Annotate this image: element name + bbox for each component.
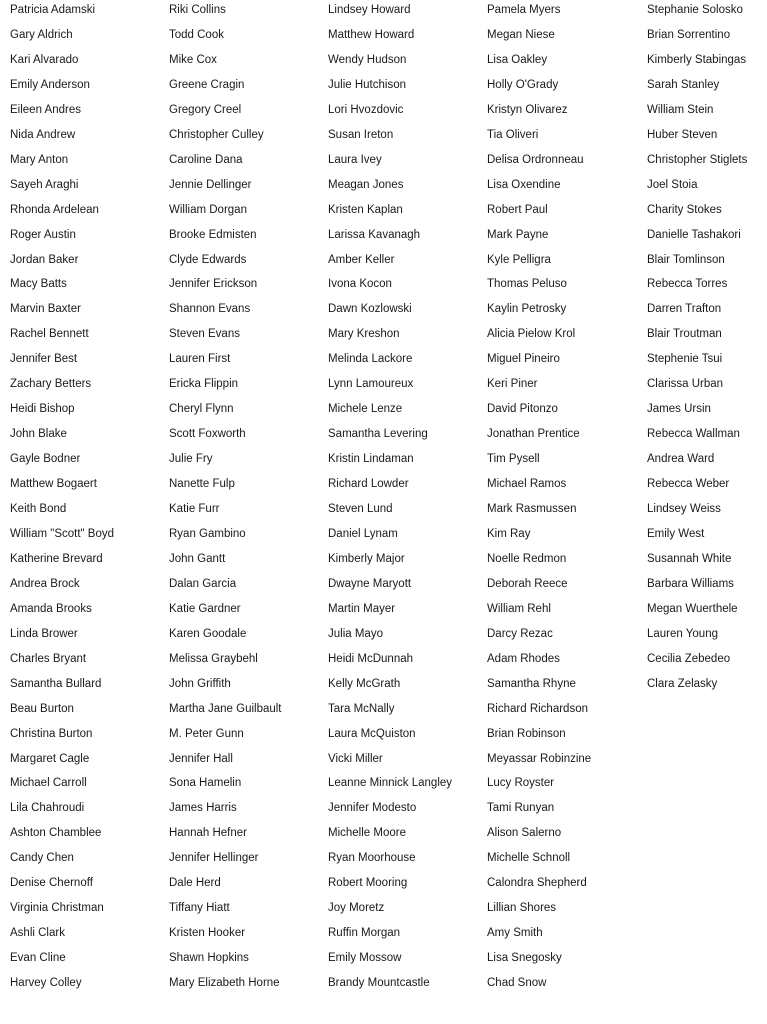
- name-entry: Michelle Schnoll: [487, 852, 571, 865]
- name-entry: Marvin Baxter: [10, 303, 81, 316]
- name-entry: Heidi Bishop: [10, 403, 75, 416]
- name-entry: Mike Cox: [169, 53, 217, 66]
- name-entry: Charity Stokes: [647, 203, 722, 216]
- name-entry: Kyle Pelligra: [487, 253, 551, 266]
- name-entry: Wendy Hudson: [328, 53, 407, 66]
- name-entry: Brian Sorrentino: [647, 28, 731, 41]
- name-entry: Eileen Andres: [10, 103, 81, 116]
- name-entry: Tim Pysell: [487, 453, 540, 466]
- name-entry: Mary Anton: [10, 153, 69, 166]
- name-entry: Rebecca Weber: [647, 478, 730, 491]
- name-entry: Samantha Rhyne: [487, 677, 576, 690]
- name-entry: Sona Hamelin: [169, 777, 242, 790]
- name-entry: Kim Ray: [487, 527, 531, 540]
- name-entry: Kelly McGrath: [328, 677, 401, 690]
- name-entry: Adam Rhodes: [487, 652, 560, 665]
- name-entry: Linda Brower: [10, 627, 78, 640]
- name-entry: Richard Lowder: [328, 478, 409, 491]
- name-entry: Samantha Levering: [328, 428, 428, 441]
- name-entry: William Stein: [647, 103, 714, 116]
- name-entry: Cecilia Zebedeo: [647, 652, 731, 665]
- name-entry: John Blake: [10, 428, 67, 441]
- name-entry: Lisa Oakley: [487, 53, 548, 66]
- name-entry: Vicki Miller: [328, 752, 383, 765]
- name-entry: Richard Richardson: [487, 702, 588, 715]
- name-entry: Michele Lenze: [328, 403, 403, 416]
- name-entry: Charles Bryant: [10, 652, 87, 665]
- name-entry: Lauren First: [169, 353, 231, 366]
- name-entry: David Pitonzo: [487, 403, 558, 416]
- name-entry: Julia Mayo: [328, 627, 383, 640]
- name-entry: Kristyn Olivarez: [487, 103, 568, 116]
- name-entry: Lindsey Weiss: [647, 503, 721, 515]
- name-entry: Calondra Shepherd: [487, 877, 587, 890]
- name-entry: Gary Aldrich: [10, 28, 73, 41]
- name-entry: Michael Carroll: [10, 777, 87, 790]
- name-entry: Katherine Brevard: [10, 552, 103, 565]
- name-entry: Michelle Moore: [328, 827, 406, 840]
- name-entry: Lucy Royster: [487, 777, 555, 790]
- name-entry: Susannah White: [647, 552, 732, 565]
- name-entry: Hannah Hefner: [169, 827, 247, 840]
- name-entry: Macy Batts: [10, 278, 67, 291]
- name-entry: Rhonda Ardelean: [10, 203, 99, 216]
- name-entry: Keith Bond: [10, 503, 67, 515]
- name-entry: Karen Goodale: [169, 627, 247, 640]
- name-entry: Ashli Clark: [10, 927, 65, 940]
- name-entry: Jennifer Hall: [169, 752, 233, 765]
- name-entry: Megan Wuerthele: [647, 602, 738, 615]
- name-entry: Meagan Jones: [328, 178, 404, 191]
- name-entry: Gregory Creel: [169, 103, 242, 116]
- name-entry: Kimberly Major: [328, 552, 405, 565]
- name-entry: Lila Chahroudi: [10, 802, 85, 815]
- name-entry: Melissa Graybehl: [169, 652, 258, 665]
- name-entry: Brooke Edmisten: [169, 228, 257, 241]
- name-entry: Tara McNally: [328, 702, 395, 715]
- name-entry: Clara Zelasky: [647, 677, 718, 690]
- name-entry: Tami Runyan: [487, 802, 555, 815]
- name-entry: Greene Cragin: [169, 78, 245, 91]
- name-entry: Ryan Moorhouse: [328, 852, 416, 865]
- name-entry: Andrea Ward: [647, 453, 715, 466]
- name-entry: Mary Kreshon: [328, 328, 400, 341]
- name-list-grid: [10, 3, 767, 1024]
- name-entry: Rebecca Torres: [647, 278, 728, 291]
- name-entry: Kimberly Stabingas: [647, 53, 747, 66]
- name-entry: Beau Burton: [10, 702, 74, 715]
- name-entry: Stephanie Solosko: [647, 4, 743, 16]
- name-entry: Tiffany Hiatt: [169, 902, 230, 915]
- name-entry: Laura McQuiston: [328, 727, 416, 740]
- name-entry: Gayle Bodner: [10, 453, 81, 466]
- name-entry: Virginia Christman: [10, 902, 104, 915]
- name-entry: Matthew Bogaert: [10, 478, 97, 491]
- name-entry: Zachary Betters: [10, 378, 92, 391]
- name-entry: Meyassar Robinzine: [487, 752, 592, 765]
- name-entry: Clarissa Urban: [647, 378, 724, 391]
- name-entry: Jennifer Modesto: [328, 802, 417, 815]
- name-entry: Christopher Culley: [169, 128, 264, 141]
- name-entry: Ruffin Morgan: [328, 927, 401, 940]
- name-entry: Matthew Howard: [328, 28, 415, 41]
- name-entry: Mark Payne: [487, 228, 549, 241]
- name-entry: Candy Chen: [10, 852, 74, 865]
- name-entry: Shawn Hopkins: [169, 952, 249, 965]
- name-entry: Cheryl Flynn: [169, 403, 234, 416]
- name-entry: Lori Hvozdovic: [328, 103, 404, 116]
- name-entry: Alicia Pielow Krol: [487, 328, 576, 341]
- name-entry: Stephenie Tsui: [647, 353, 723, 366]
- name-entry: Kristin Lindaman: [328, 453, 414, 466]
- name-entry: Katie Furr: [169, 503, 220, 515]
- name-entry: Dawn Kozlowski: [328, 303, 412, 316]
- name-entry: Evan Cline: [10, 952, 66, 965]
- name-entry: Laura Ivey: [328, 153, 382, 166]
- name-entry: Holly O'Grady: [487, 78, 559, 91]
- name-entry: Keri Piner: [487, 378, 538, 391]
- name-entry: Susan Ireton: [328, 128, 394, 141]
- name-entry: Amanda Brooks: [10, 602, 92, 615]
- name-entry: Caroline Dana: [169, 153, 243, 166]
- name-entry: Denise Chernoff: [10, 877, 93, 890]
- name-entry: Brian Robinson: [487, 727, 566, 740]
- name-entry: Martin Mayer: [328, 602, 396, 615]
- name-entry: Roger Austin: [10, 228, 76, 241]
- name-entry: Patricia Adamski: [10, 4, 96, 16]
- name-entry: Amy Smith: [487, 927, 543, 940]
- name-entry: John Gantt: [169, 552, 226, 565]
- name-entry: James Ursin: [647, 403, 711, 416]
- name-entry: Amber Keller: [328, 253, 395, 266]
- name-entry: Darcy Rezac: [487, 627, 553, 640]
- name-entry: Todd Cook: [169, 28, 224, 41]
- name-entry: Danielle Tashakori: [647, 228, 741, 241]
- name-entry: Huber Steven: [647, 128, 718, 141]
- name-entry: M. Peter Gunn: [169, 727, 244, 740]
- name-entry: Blair Tomlinson: [647, 253, 725, 266]
- name-entry: Dale Herd: [169, 877, 221, 890]
- name-entry: Thomas Peluso: [487, 278, 567, 291]
- name-entry: Ryan Gambino: [169, 527, 246, 540]
- name-entry: Jordan Baker: [10, 253, 79, 266]
- name-entry: Shannon Evans: [169, 303, 251, 316]
- name-entry: Clyde Edwards: [169, 253, 247, 266]
- name-entry: Sayeh Araghi: [10, 178, 79, 191]
- name-entry: Noelle Redmon: [487, 552, 567, 565]
- name-entry: Darren Trafton: [647, 303, 722, 316]
- name-entry: William "Scott" Boyd: [10, 527, 115, 540]
- name-entry: Jonathan Prentice: [487, 428, 580, 441]
- name-entry: Blair Troutman: [647, 328, 722, 341]
- name-entry: Joel Stoia: [647, 178, 698, 191]
- name-entry: Jennifer Hellinger: [169, 852, 259, 865]
- name-entry: Kristen Kaplan: [328, 203, 403, 216]
- name-entry: Christina Burton: [10, 727, 93, 740]
- name-entry: Brandy Mountcastle: [328, 977, 430, 990]
- name-entry: Tia Oliveri: [487, 128, 539, 141]
- name-entry: Nida Andrew: [10, 128, 76, 141]
- name-entry: Melinda Lackore: [328, 353, 413, 366]
- name-entry: Nanette Fulp: [169, 478, 235, 491]
- name-entry: Lisa Snegosky: [487, 952, 562, 965]
- name-entry: Margaret Cagle: [10, 752, 90, 765]
- name-entry: Mark Rasmussen: [487, 503, 577, 515]
- name-entry: Alison Salerno: [487, 827, 562, 840]
- name-entry: Lillian Shores: [487, 902, 557, 915]
- name-entry: John Griffith: [169, 677, 231, 690]
- name-entry: Heidi McDunnah: [328, 652, 414, 665]
- name-entry: Daniel Lynam: [328, 527, 398, 540]
- name-entry: Michael Ramos: [487, 478, 567, 491]
- name-entry: Steven Lund: [328, 503, 393, 515]
- name-entry: Dalan Garcia: [169, 577, 237, 590]
- name-entry: Rachel Bennett: [10, 328, 89, 341]
- name-entry: Larissa Kavanagh: [328, 228, 421, 241]
- name-entry: Lisa Oxendine: [487, 178, 561, 191]
- name-entry: Harvey Colley: [10, 977, 82, 990]
- name-entry: Lynn Lamoureux: [328, 378, 414, 391]
- name-entry: Katie Gardner: [169, 602, 241, 615]
- name-entry: Dwayne Maryott: [328, 577, 412, 590]
- name-entry: Emily Mossow: [328, 952, 402, 965]
- name-entry: Barbara Williams: [647, 577, 734, 590]
- name-entry: Megan Niese: [487, 28, 555, 41]
- name-entry: Steven Evans: [169, 328, 240, 341]
- name-entry: Ashton Chamblee: [10, 827, 102, 840]
- name-entry: Mary Elizabeth Horne: [169, 977, 280, 990]
- name-entry: Kristen Hooker: [169, 927, 246, 940]
- name-entry: Rebecca Wallman: [647, 428, 740, 441]
- name-entry: Lindsey Howard: [328, 4, 411, 16]
- name-entry: Kaylin Petrosky: [487, 303, 567, 316]
- name-entry: Emily Anderson: [10, 78, 90, 91]
- name-entry: Pamela Myers: [487, 4, 561, 16]
- name-entry: Julie Hutchison: [328, 78, 406, 91]
- name-entry: Deborah Reece: [487, 577, 568, 590]
- name-entry: Sarah Stanley: [647, 78, 720, 91]
- name-entry: Riki Collins: [169, 4, 226, 16]
- name-entry: Leanne Minnick Langley: [328, 777, 453, 790]
- name-entry: Delisa Ordronneau: [487, 153, 584, 166]
- name-entry: Emily West: [647, 527, 705, 540]
- name-entry: Julie Fry: [169, 453, 213, 466]
- name-entry: Andrea Brock: [10, 577, 80, 590]
- name-entry: Ericka Flippin: [169, 378, 239, 391]
- name-entry: Christopher Stiglets: [647, 153, 748, 166]
- name-entry: Lauren Young: [647, 627, 718, 640]
- name-entry: James Harris: [169, 802, 237, 815]
- name-entry: Samantha Bullard: [10, 677, 102, 690]
- name-entry: Robert Paul: [487, 203, 548, 216]
- name-entry: Jennifer Erickson: [169, 278, 258, 291]
- name-entry: Kari Alvarado: [10, 53, 79, 66]
- name-entry: Jennie Dellinger: [169, 178, 252, 191]
- name-entry: Joy Moretz: [328, 902, 385, 915]
- name-entry: Ivona Kocon: [328, 278, 392, 291]
- name-entry: Miguel Pineiro: [487, 353, 560, 366]
- name-entry: Scott Foxworth: [169, 428, 246, 441]
- name-entry: William Dorgan: [169, 203, 247, 216]
- name-entry: Martha Jane Guilbault: [169, 702, 282, 715]
- name-entry: Chad Snow: [487, 977, 547, 990]
- name-entry: William Rehl: [487, 602, 551, 615]
- name-entry: Robert Mooring: [328, 877, 408, 890]
- name-entry: Jennifer Best: [10, 353, 78, 366]
